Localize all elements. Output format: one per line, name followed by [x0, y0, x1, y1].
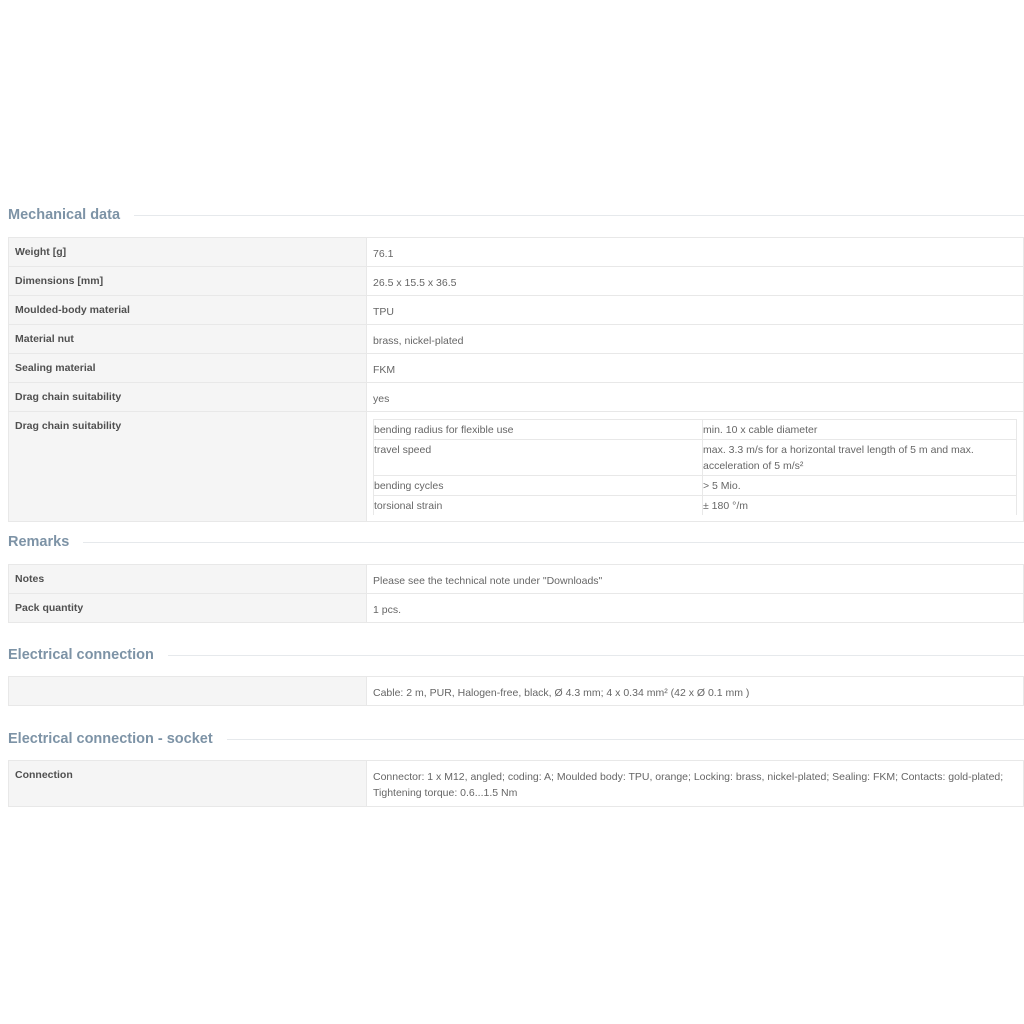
table-row — [9, 565, 1024, 594]
section-title: Mechanical data — [8, 207, 121, 223]
section-header — [8, 729, 1024, 749]
row-value: Connector: 1 x M12, angled; coding: A; Moulded body: TPU, orange; Locking: brass, nickel-plated; Sealing: FKM; Contacts: gold-plated; Tightening torque: 0.6...1.5 Nm — [367, 761, 1024, 807]
section-header — [8, 205, 1024, 225]
row-label: Drag chain suitability — [9, 412, 367, 522]
sub-value: ± 180 °/m — [703, 496, 1017, 516]
table-row — [9, 761, 1024, 807]
table-row — [9, 594, 1024, 623]
section-header — [8, 645, 1024, 665]
subtable-row — [374, 476, 1017, 496]
section-divider — [83, 542, 1024, 543]
table-row — [9, 383, 1024, 412]
row-value: Cable: 2 m, PUR, Halogen-free, black, Ø 4.3 mm; 4 x 0.34 mm² (42 x Ø 0.1 mm ) — [367, 677, 1024, 706]
section-divider — [227, 739, 1024, 740]
row-label: Material nut — [9, 325, 367, 354]
mechanical-data-table — [8, 237, 1024, 522]
row-label: Sealing material — [9, 354, 367, 383]
table-row-drag-chain — [9, 412, 1024, 522]
section-remarks — [8, 532, 1024, 623]
row-value: TPU — [367, 296, 1024, 325]
section-mechanical-data — [8, 205, 1024, 522]
sub-value: > 5 Mio. — [703, 476, 1017, 496]
row-label: Notes — [9, 565, 367, 594]
section-title: Electrical connection - socket — [8, 731, 213, 747]
row-label: Pack quantity — [9, 594, 367, 623]
row-value: 1 pcs. — [367, 594, 1024, 623]
section-title: Remarks — [8, 534, 70, 550]
row-label: Dimensions [mm] — [9, 267, 367, 296]
row-value: 26.5 x 15.5 x 36.5 — [367, 267, 1024, 296]
electrical-connection-table — [8, 676, 1024, 706]
table-row — [9, 354, 1024, 383]
drag-chain-subtable — [373, 419, 1017, 515]
sub-label: torsional strain — [374, 496, 703, 516]
section-electrical-connection-socket — [8, 729, 1024, 807]
section-electrical-connection — [8, 645, 1024, 706]
section-title: Electrical connection — [8, 647, 154, 663]
sub-label: travel speed — [374, 440, 703, 476]
table-row — [9, 677, 1024, 706]
sub-label: bending radius for flexible use — [374, 420, 703, 440]
sub-label: bending cycles — [374, 476, 703, 496]
row-value: 76.1 — [367, 238, 1024, 267]
table-row — [9, 325, 1024, 354]
subtable-row — [374, 496, 1017, 516]
section-divider — [168, 655, 1024, 656]
subtable-row — [374, 420, 1017, 440]
sub-value: max. 3.3 m/s for a horizontal travel length of 5 m and max. acceleration of 5 m/s² — [703, 440, 1017, 476]
row-value: Please see the technical note under "Downloads" — [367, 565, 1024, 594]
row-label: Connection — [9, 761, 367, 807]
row-value: FKM — [367, 354, 1024, 383]
section-header — [8, 532, 1024, 552]
section-divider — [134, 215, 1024, 216]
remarks-table — [8, 564, 1024, 623]
electrical-connection-socket-table — [8, 760, 1024, 807]
row-value: brass, nickel-plated — [367, 325, 1024, 354]
sub-value: min. 10 x cable diameter — [703, 420, 1017, 440]
table-row — [9, 296, 1024, 325]
table-row — [9, 267, 1024, 296]
row-value: yes — [367, 383, 1024, 412]
table-row — [9, 238, 1024, 267]
subtable-row — [374, 440, 1017, 476]
row-value-nested — [367, 412, 1024, 522]
row-label — [9, 677, 367, 706]
row-label: Moulded-body material — [9, 296, 367, 325]
row-label: Weight [g] — [9, 238, 367, 267]
row-label: Drag chain suitability — [9, 383, 367, 412]
